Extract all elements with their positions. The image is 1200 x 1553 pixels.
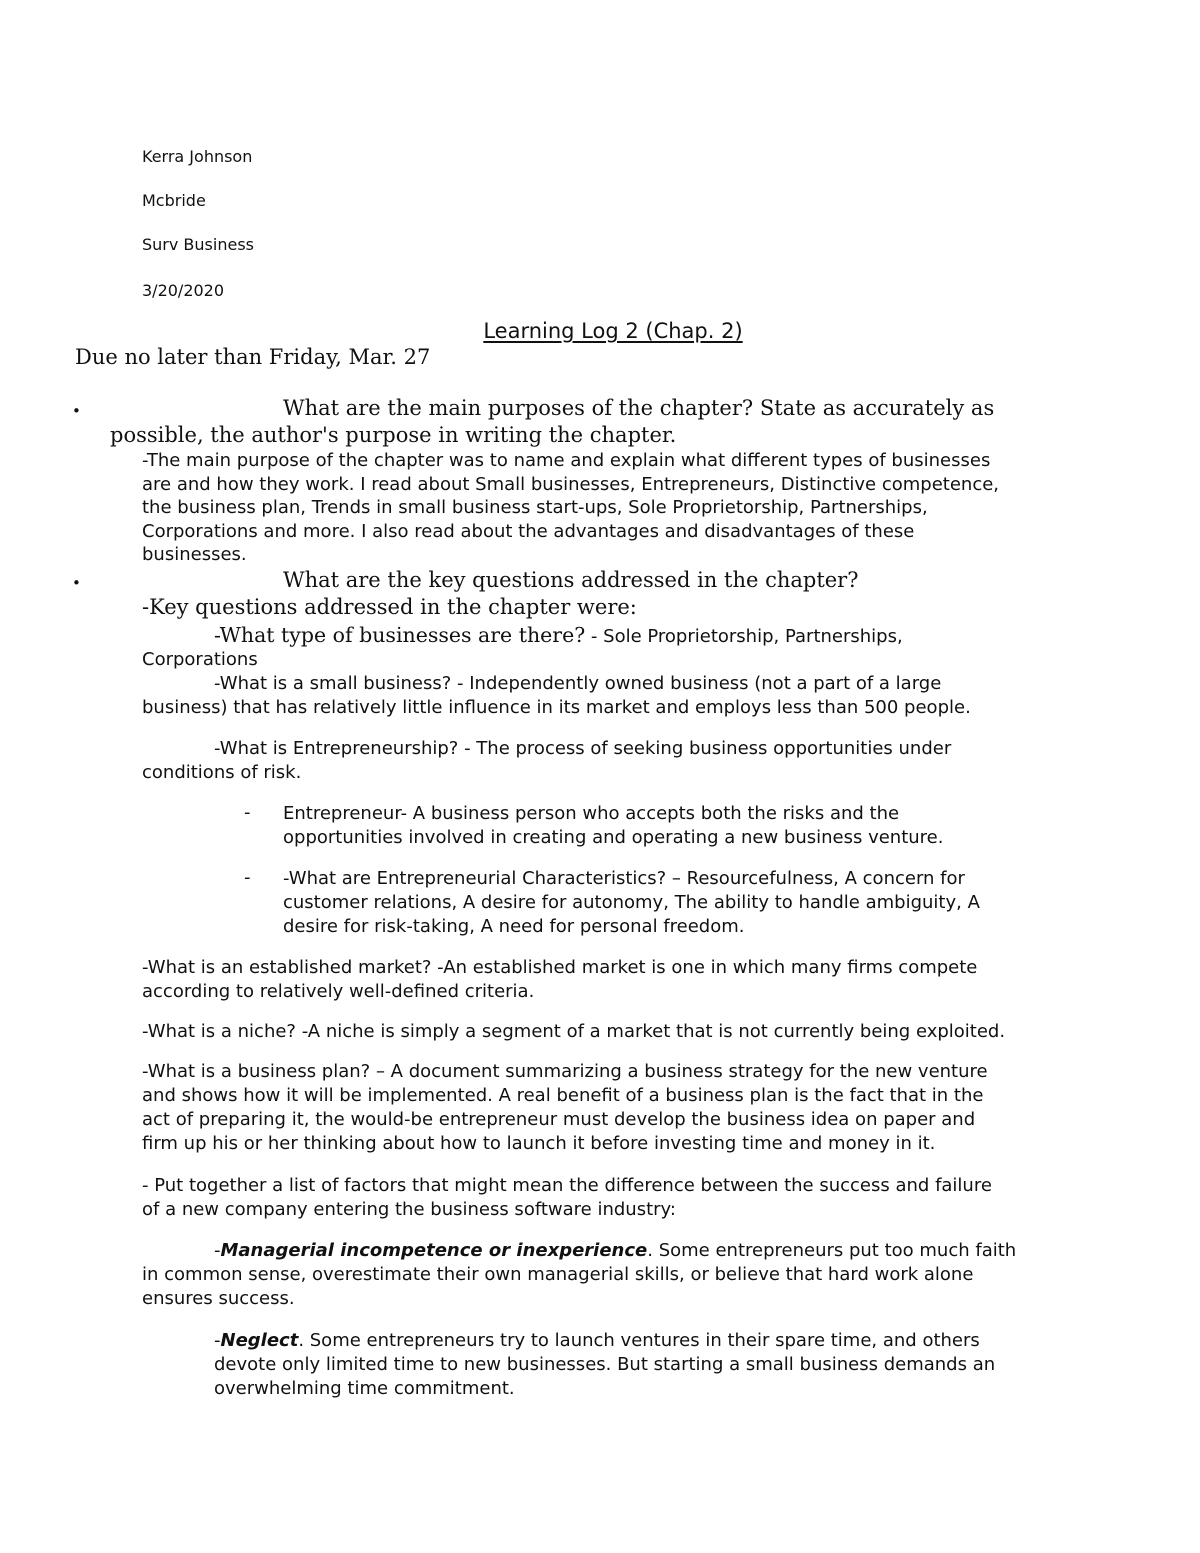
characteristics-line: -What are Entrepreneurial Characteristics? – Resourcefulness, A concern for [283,868,965,889]
managerial-prefix: - [214,1240,221,1261]
neglect-paragraph [214,1329,995,1401]
q1-heading-line2: possible, the author's purpose in writing the chapter. [110,423,677,447]
business-plan-line: act of preparing it, the would-be entrepreneur must develop the business idea on paper and [142,1109,976,1130]
q2-heading: What are the key questions addressed in the chapter? [283,568,859,592]
types-question [214,623,903,649]
neglect-term: Neglect [220,1330,299,1351]
q1-answer-line: the business plan, Trends in small business start-ups, Sole Proprietorship, Partnerships, [142,497,928,518]
factors-paragraph [142,1174,992,1222]
document-title: Learning Log 2 (Chap. 2) [483,319,743,343]
neglect-line: overwhelming time commitment. [214,1378,515,1399]
q1-answer [142,449,999,567]
neglect-prefix: - [214,1330,221,1351]
small-business-line: business) that has relatively little influence in its market and employs less than 500 people. [142,697,971,718]
managerial-line: in common sense, overestimate their own managerial skills, or believe that hard work alone [142,1264,974,1285]
bullet-1: • [72,402,81,420]
types-answer-text: - Sole Proprietorship, Partnerships, [585,626,903,647]
entrepreneur-item [283,802,943,850]
q1-answer-line: are and how they work. I read about Small businesses, Entrepreneurs, Distinctive competence, [142,473,1000,495]
instructor-name: Mcbride [142,191,206,210]
business-plan-line: -What is a business plan? – A document summarizing a business strategy for the new venture [142,1061,988,1082]
student-name: Kerra Johnson [142,147,253,166]
entrepreneurship-line: conditions of risk. [142,762,302,783]
q1-heading-line1: What are the main purposes of the chapter? State as accurately as [283,396,995,420]
established-market-line: according to relatively well-defined criteria. [142,981,535,1002]
characteristics-line: customer relations, A desire for autonomy, The ability to handle ambiguity, A [283,892,980,913]
types-question-text: -What type of businesses are there? [214,623,586,647]
q2-subheading: -Key questions addressed in the chapter were: [142,595,637,619]
q1-answer-line: -The main purpose of the chapter was to name and explain what different types of businesses [142,450,991,471]
entrepreneurship-paragraph [142,737,951,785]
business-plan-line: and shows how it will be implemented. A real benefit of a business plan is the fact that in the [142,1085,984,1106]
factors-line: - Put together a list of factors that might mean the difference between the success and failure [142,1175,992,1196]
established-market-line: -What is an established market? -An established market is one in which many firms compete [142,957,978,978]
factors-line: of a new company entering the business software industry: [142,1199,676,1220]
q1-answer-line: businesses. [142,544,247,565]
established-market-paragraph [142,956,977,1004]
small-business-line: -What is a small business? - Independently owned business (not a part of a large [214,673,942,694]
entrepreneur-line: Entrepreneur- A business person who accepts both the risks and the [283,803,900,824]
characteristics-line: desire for risk-taking, A need for personal freedom. [283,916,745,937]
small-business-paragraph [142,672,971,720]
niche-paragraph: -What is a niche? -A niche is simply a segment of a market that is not currently being exploited. [142,1021,1006,1042]
list-dash: - [244,867,251,888]
neglect-rest: . Some entrepreneurs try to launch ventures in their spare time, and others [298,1330,980,1351]
types-answer-cont: Corporations [142,649,258,670]
entrepreneur-line: opportunities involved in creating and operating a new business venture. [283,827,944,848]
list-dash: - [244,802,251,823]
managerial-rest: . Some entrepreneurs put too much faith [647,1240,1017,1261]
managerial-line: ensures success. [142,1288,295,1309]
document-date: 3/20/2020 [142,281,225,300]
due-date-line: Due no later than Friday, Mar. 27 [75,345,431,369]
q1-answer-line: Corporations and more. I also read about the advantages and disadvantages of these [142,520,915,542]
business-plan-line: firm up his or her thinking about how to launch it before investing time and money in it. [142,1133,936,1154]
managerial-first-line [142,1239,1016,1263]
neglect-line: devote only limited time to new businesses. But starting a small business demands an [214,1354,996,1375]
course-name: Surv Business [142,235,254,254]
business-plan-paragraph [142,1060,988,1156]
characteristics-item [283,867,980,939]
entrepreneurship-line: -What is Entrepreneurship? - The process of seeking business opportunities under [214,738,952,759]
neglect-first-line [214,1329,995,1353]
managerial-paragraph [142,1239,1016,1311]
bullet-2: • [72,574,81,592]
managerial-term: Managerial incompetence or inexperience [220,1240,648,1261]
